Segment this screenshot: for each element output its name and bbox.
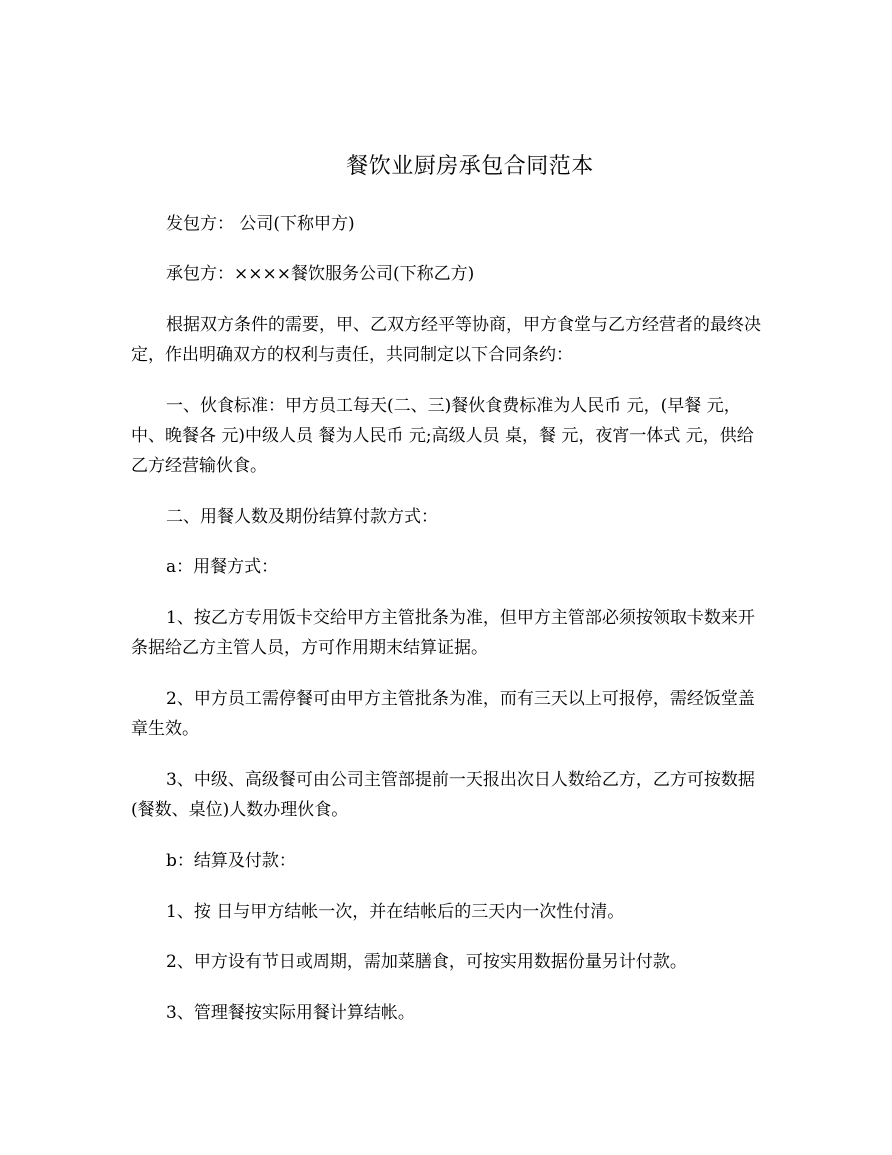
clause-b3-paragraph: 3、管理餐按实际用餐计算结帐。 bbox=[166, 1003, 415, 1023]
clause-2-heading: 二、用餐人数及期份结算付款方式： bbox=[166, 507, 438, 527]
clause-a3-paragraph: 3、中级、高级餐可由公司主管部提前一天报出次日人数给乙方，乙方可按数据(餐数、桌位)人数办理伙食。 bbox=[131, 770, 755, 820]
clause-b2-paragraph: 2、甲方设有节日或周期，需加菜膳食，可按实用数据份量另计付款。 bbox=[166, 952, 687, 972]
clause-1-paragraph: 一、伙食标准：甲方员工每天(二、三)餐伙食费标准为人民币 元，(早餐 元，中、晚餐各 元)中级人员 餐为人民币 元;高级人员 桌，餐 元，夜宵一体式 元，供给乙方经营输伙食。 bbox=[131, 396, 754, 476]
party-a-line: 发包方： 公司(下称甲方) bbox=[166, 214, 355, 234]
party-b-line: 承包方：××××餐饮服务公司(下称乙方) bbox=[166, 264, 475, 284]
subsection-a-heading: a：用餐方式： bbox=[166, 557, 279, 577]
preamble-paragraph: 根据双方条件的需要，甲、乙双方经平等协商，甲方食堂与乙方经营者的最终决定，作出明确双方的权利与责任，共同制定以下合同条约： bbox=[131, 315, 761, 365]
subsection-b-heading: b：结算及付款： bbox=[166, 851, 296, 871]
clause-a2-paragraph: 2、甲方员工需停餐可由甲方主管批条为准，而有三天以上可报停，需经饭堂盖章生效。 bbox=[131, 689, 755, 739]
clause-a1-paragraph: 1、按乙方专用饭卡交给甲方主管批条为准，但甲方主管部必须按领取卡数来开条据给乙方主管人员，方可作用期末结算证据。 bbox=[131, 608, 755, 658]
clause-b1-paragraph: 1、按 日与甲方结帐一次，并在结帐后的三天内一次性付清。 bbox=[166, 902, 625, 922]
document-title: 餐饮业厨房承包合同范本 bbox=[346, 154, 594, 179]
